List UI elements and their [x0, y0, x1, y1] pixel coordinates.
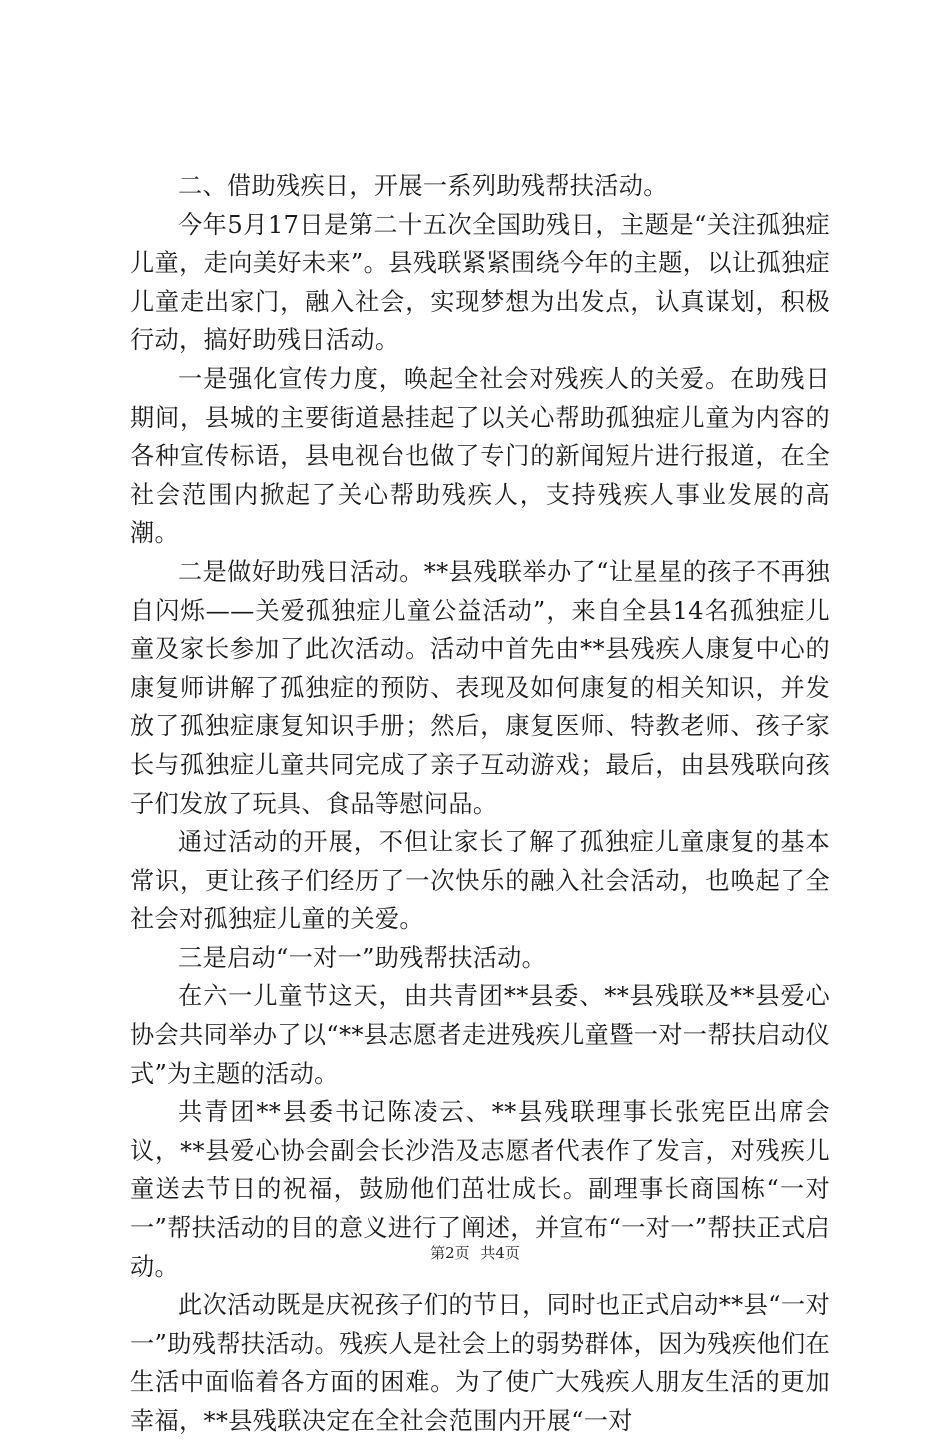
paragraph-outcome: 通过活动的开展，不但让家长了解了孤独症儿童康复的基本常识，更让孩子们经历了一次快乐的融入社会活动，也唤起了全社会对孤独症儿童的关爱。	[130, 828, 830, 934]
paragraph-publicity: 一是强化宣传力度，唤起全社会对残疾人的关爱。在助残日期间，县城的主要街道悬挂起了以关心帮助孤独症儿童为内容的各种宣传标语，县电视台也做了专门的新闻短片进行报道，在全社会范围内掀起了关心帮助残疾人，支持残疾人事业发展的高潮。	[130, 364, 830, 548]
paragraph-childrens-day: 在六一儿童节这天，由共青团**县委、**县残联及**县爱心协会共同举办了以“**县志愿者走进残疾儿童暨一对一帮扶启动仪式”为主题的活动。	[130, 982, 830, 1088]
paragraph-theme: 今年5月17日是第二十五次全国助残日，主题是“关注孤独症儿童，走向美好未来”。县残联紧紧围绕今年的主题，以让孤独症儿童走出家门，融入社会，实现梦想为出发点，认真谋划，积极行动，搞好助残日活动。	[130, 210, 830, 355]
paragraph-launch: 此次活动既是庆祝孩子们的节日，同时也正式启动**县“一对一”助残帮扶活动。残疾人是社会上的弱势群体，因为残疾他们在生活中面临着各方面的困难。为了使广大残疾人朋友生活的更加幸福，**县残联决定在全社会范围内开展“一对	[130, 1291, 830, 1435]
paragraph-meeting: 共青团**县委书记陈凌云、**县残联理事长张宪臣出席会议，**县爱心协会副会长沙浩及志愿者代表作了发言，对残疾儿童送去节日的祝福，鼓励他们茁壮成长。副理事长商国栋“一对一”帮扶活动的目的意义进行了阐述，并宣布“一对一”帮扶正式启动。	[130, 1098, 830, 1281]
page-total: 共4页	[480, 1244, 520, 1262]
paragraph-heading-2: 二、借助残疾日，开展一系列助残帮扶活动。	[178, 172, 668, 200]
paragraph-activity: 二是做好助残日活动。**县残联举办了“让星星的孩子不再独自闪烁——关爱孤独症儿童公益活动”，来自全县14名孤独症儿童及家长参加了此次活动。活动中首先由**县残疾人康复中心的康复师讲解了孤独症的预防、表现及如何康复的相关知识，并发放了孤独症康复知识手册；然后，康复医师、特教老师、孩子家长与孤独症儿童共同完成了亲子互动游戏；最后，由县残联向孩子们发放了玩具、食品等慰问品。	[130, 557, 830, 818]
page-footer	[0, 1242, 950, 1263]
paragraph-heading-3: 三是启动“一对一”助残帮扶活动。	[178, 943, 547, 972]
page-number: 第2页	[430, 1244, 470, 1262]
